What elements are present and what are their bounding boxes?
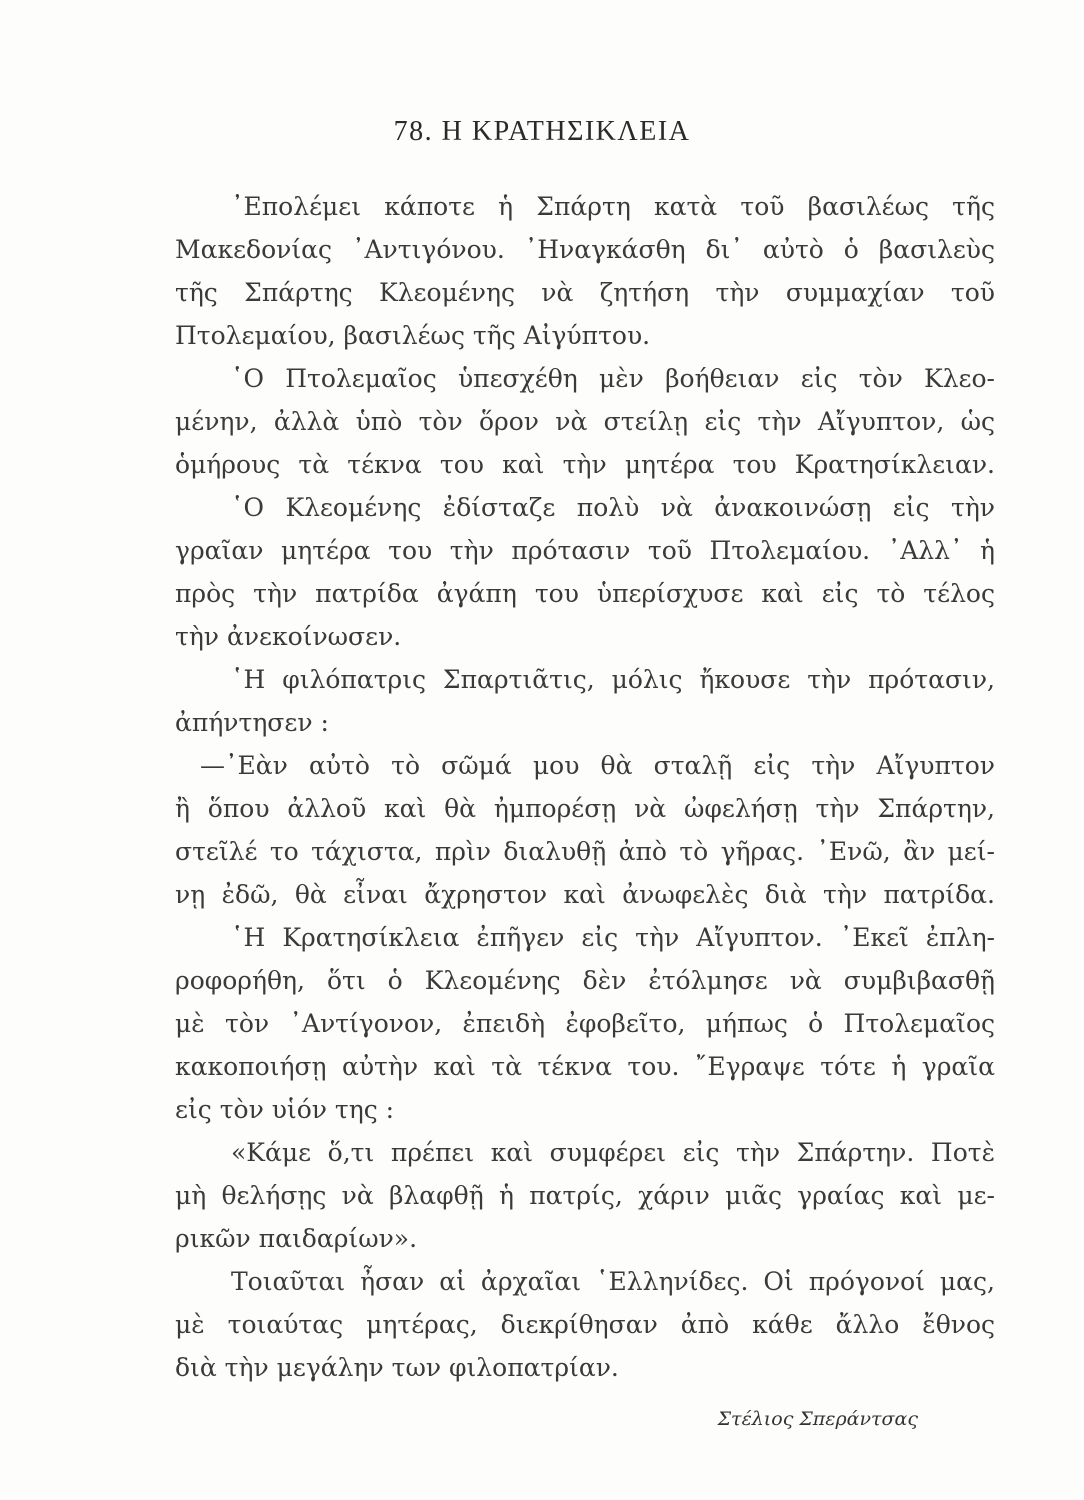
- text-line: —᾿Εὰν αὐτὸ τὸ σῶμά μου θὰ σταλῇ εἰς τὴν Αἴγυπτον: [200, 751, 995, 780]
- text-line: γραῖαν μητέρα του τὴν πρότασιν τοῦ Πτολεμαίου. ᾿Αλλ᾿ ἡ: [175, 536, 995, 565]
- text-line: Τοιαῦται ἦσαν αἱ ἀρχαῖαι ῾Ελληνίδες. Οἱ πρόγονοί μας,: [231, 1267, 995, 1296]
- text-line: ᾿Επολέμει κάποτε ἡ Σπάρτη κατὰ τοῦ βασιλέως τῆς: [231, 192, 995, 221]
- text-line: ἢ ὅπου ἀλλοῦ καὶ θὰ ἠμπορέσῃ νὰ ὠφελήσῃ τὴν Σπάρτην,: [175, 794, 995, 823]
- text-line: ὁμήρους τὰ τέκνα του καὶ τὴν μητέρα του Κρατησίκλειαν.: [175, 450, 995, 479]
- text-line: τῆς Σπάρτης Κλεομένης νὰ ζητήση τὴν συμμαχίαν τοῦ: [175, 278, 995, 307]
- text-line: ῾Ο Κλεομένης ἐδίσταζε πολὺ νὰ ἀνακοινώσῃ εἰς τὴν: [231, 493, 995, 522]
- text-line: ῾Η φιλόπατρις Σπαρτιᾶτις, μόλις ἤκουσε τὴν πρότασιν,: [231, 665, 995, 694]
- text-line: μὲ τοιαύτας μητέρας, διεκρίθησαν ἀπὸ κάθε ἄλλο ἔθνος: [175, 1310, 995, 1339]
- text-line: πρὸς τὴν πατρίδα ἀγάπη του ὑπερίσχυσε καὶ εἰς τὸ τέλος: [175, 579, 995, 608]
- text-line: τὴν ἀνεκοίνωσεν.: [175, 622, 402, 651]
- text-line: εἰς τὸν υἱόν της :: [175, 1095, 395, 1124]
- text-line: ἀπήντησεν :: [175, 708, 329, 737]
- text-line: Μακεδονίας ᾿Αντιγόνου. ᾿Ηναγκάσθη δι᾿ αὐτὸ ὁ βασιλεὺς: [175, 235, 995, 264]
- text-line: κακοποιήσῃ αὐτὴν καὶ τὰ τέκνα του. ῎Εγραψε τότε ἡ γραῖα: [175, 1052, 995, 1081]
- text-line: μένην, ἀλλὰ ὑπὸ τὸν ὅρον νὰ στείλῃ εἰς τὴν Αἴγυπτον, ὡς: [175, 407, 995, 436]
- text-line: μὲ τὸν ᾿Αντίγονον, ἐπειδὴ ἐφοβεῖτο, μήπως ὁ Πτολεμαῖος: [175, 1009, 995, 1038]
- text-line: Πτολεμαίου, βασιλέως τῆς Αἰγύπτου.: [175, 321, 651, 350]
- author-signature: Στέλιος Σπεράντσας: [717, 1408, 918, 1430]
- chapter-title: 78. Η ΚΡΑΤΗΣΙΚΛΕΙΑ: [393, 116, 691, 147]
- text-line: μὴ θελήσῃς νὰ βλαφθῇ ἡ πατρίς, χάριν μιᾶς γραίας καὶ με-: [175, 1181, 995, 1210]
- text-line: ρικῶν παιδαρίων».: [175, 1224, 418, 1253]
- text-line: ῾Η Κρατησίκλεια ἐπῆγεν εἰς τὴν Αἴγυπτον. ᾿Εκεῖ ἐπλη-: [231, 923, 995, 952]
- text-line: ῾Ο Πτολεμαῖος ὑπεσχέθη μὲν βοήθειαν εἰς τὸν Κλεο-: [231, 364, 995, 393]
- text-line: «Κάμε ὅ,τι πρέπει καὶ συμφέρει εἰς τὴν Σπάρτην. Ποτὲ: [231, 1138, 995, 1167]
- text-line: στεῖλέ το τάχιστα, πρὶν διαλυθῇ ἀπὸ τὸ γῆρας. ᾿Ενῶ, ἂν μεί-: [175, 837, 995, 866]
- text-line: νῃ ἐδῶ, θὰ εἶναι ἄχρηστον καὶ ἀνωφελὲς διὰ τὴν πατρίδα.: [175, 880, 995, 909]
- text-line: ροφορήθη, ὅτι ὁ Κλεομένης δὲν ἐτόλμησε νὰ συμβιβασθῇ: [175, 966, 995, 995]
- text-line: διὰ τὴν μεγάλην των φιλοπατρίαν.: [175, 1353, 619, 1382]
